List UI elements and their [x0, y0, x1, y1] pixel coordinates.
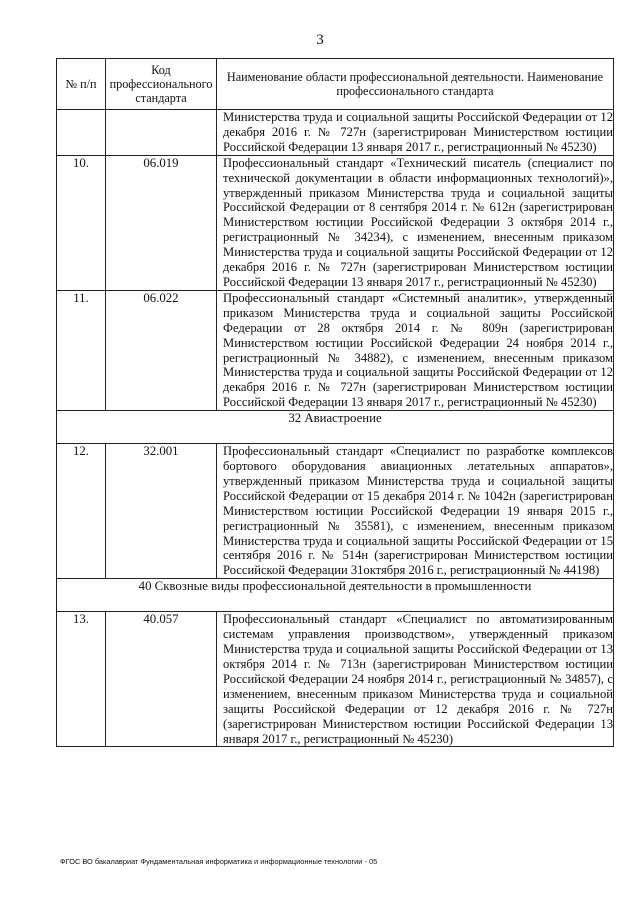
row-code: 06.019	[106, 155, 217, 290]
row-number: 11.	[57, 290, 106, 410]
professional-standards-table	[56, 58, 614, 747]
row-text: Профессиональный стандарт «Специалист по разработке комплексов бортового оборудования авиационных летательных аппаратов», утвержденный приказом Министерства труда и социальной защиты Российской Федерации от 15 декабря 2014 г. № 1042н (зарегистрирован Министерством юстиции Российской Федерации 19 января 2015 г., регистрационный № 35581), с изменением, внесенным приказом Министерства труда и социальной защиты Российской Федерации от 15 сентября 2016 г. № 514н (зарегистрирован Министерством юстиции Российской Федерации 31октября 2016 г., регистрационный № 44198)	[217, 444, 614, 579]
row-text: Профессиональный стандарт «Специалист по автоматизированным системам управления производством», утвержденный приказом Министерства труда и социальной защиты Российской Федерации от 13 октября 2014 г. № 713н (зарегистрирован Министерством юстиции Российской Федерации 24 ноября 2014 г., регистрационный № 34857), с изменением, внесенным приказом Министерства труда и социальной защиты Российской Федерации от 12 декабря 2016 г. № 727н (зарегистрирован Министерством юстиции Российской Федерации 13 января 2017 г., регистрационный № 45230)	[217, 612, 614, 747]
section-row	[57, 411, 614, 444]
row-code: 06.022	[106, 290, 217, 410]
row-code	[106, 110, 217, 156]
table-row	[57, 612, 614, 747]
row-number: 13.	[57, 612, 106, 747]
section-heading: 40 Сквозные виды профессиональной деятельности в промышленности	[57, 579, 614, 612]
row-number: 12.	[57, 444, 106, 579]
row-number	[57, 110, 106, 156]
table-row	[57, 444, 614, 579]
row-code: 40.057	[106, 612, 217, 747]
table-row	[57, 290, 614, 410]
row-text-continuation: Министерства труда и социальной защиты Российской Федерации от 12 декабря 2016 г. № 727н (зарегистрирован Министерством юстиции Российской Федерации 13 января 2017 г., регистрационный № 45230)	[217, 110, 614, 156]
table-header-row	[57, 59, 614, 110]
page-number: 3	[316, 32, 324, 48]
header-number: № п/п	[57, 59, 106, 110]
section-heading: 32 Авиастроение	[57, 411, 614, 444]
row-text: Профессиональный стандарт «Системный аналитик», утвержденный приказом Министерства труда и социальной защиты Российской Федерации от 28 октября 2014 г. № 809н (зарегистрирован Министерством юстиции Российской Федерации 24 ноября 2014 г., регистрационный № 34882), с изменением, внесенным приказом Министерства труда и социальной защиты Российской Федерации от 12 декабря 2016 г. № 727н (зарегистрирован Министерством юстиции Российской Федерации 13 января 2017 г., регистрационный № 45230)	[217, 290, 614, 410]
row-number: 10.	[57, 155, 106, 290]
header-code: Код профессионального стандарта	[106, 59, 217, 110]
header-name: Наименование области профессиональной деятельности. Наименование профессионального стандарта	[217, 59, 614, 110]
section-row	[57, 579, 614, 612]
row-code: 32.001	[106, 444, 217, 579]
row-text: Профессиональный стандарт «Технический писатель (специалист по технической документации в области информационных технологий)», утвержденный приказом Министерства труда и социальной защиты Российской Федерации от 8 сентября 2014 г. № 612н (зарегистрирован Министерством юстиции Российской Федерации 3 октября 2014 г., регистрационный № 34234), с изменением, внесенным приказом Министерства труда и социальной защиты Российской Федерации от 12 декабря 2016 г. № 727н (зарегистрирован Министерством юстиции Российской Федерации 13 января 2017 г., регистрационный № 45230)	[217, 155, 614, 290]
table-row	[57, 110, 614, 156]
table-row	[57, 155, 614, 290]
document-footer: ФГОС ВО бакалавриат Фундаментальная информатика и информационные технологии - 05	[60, 857, 378, 866]
